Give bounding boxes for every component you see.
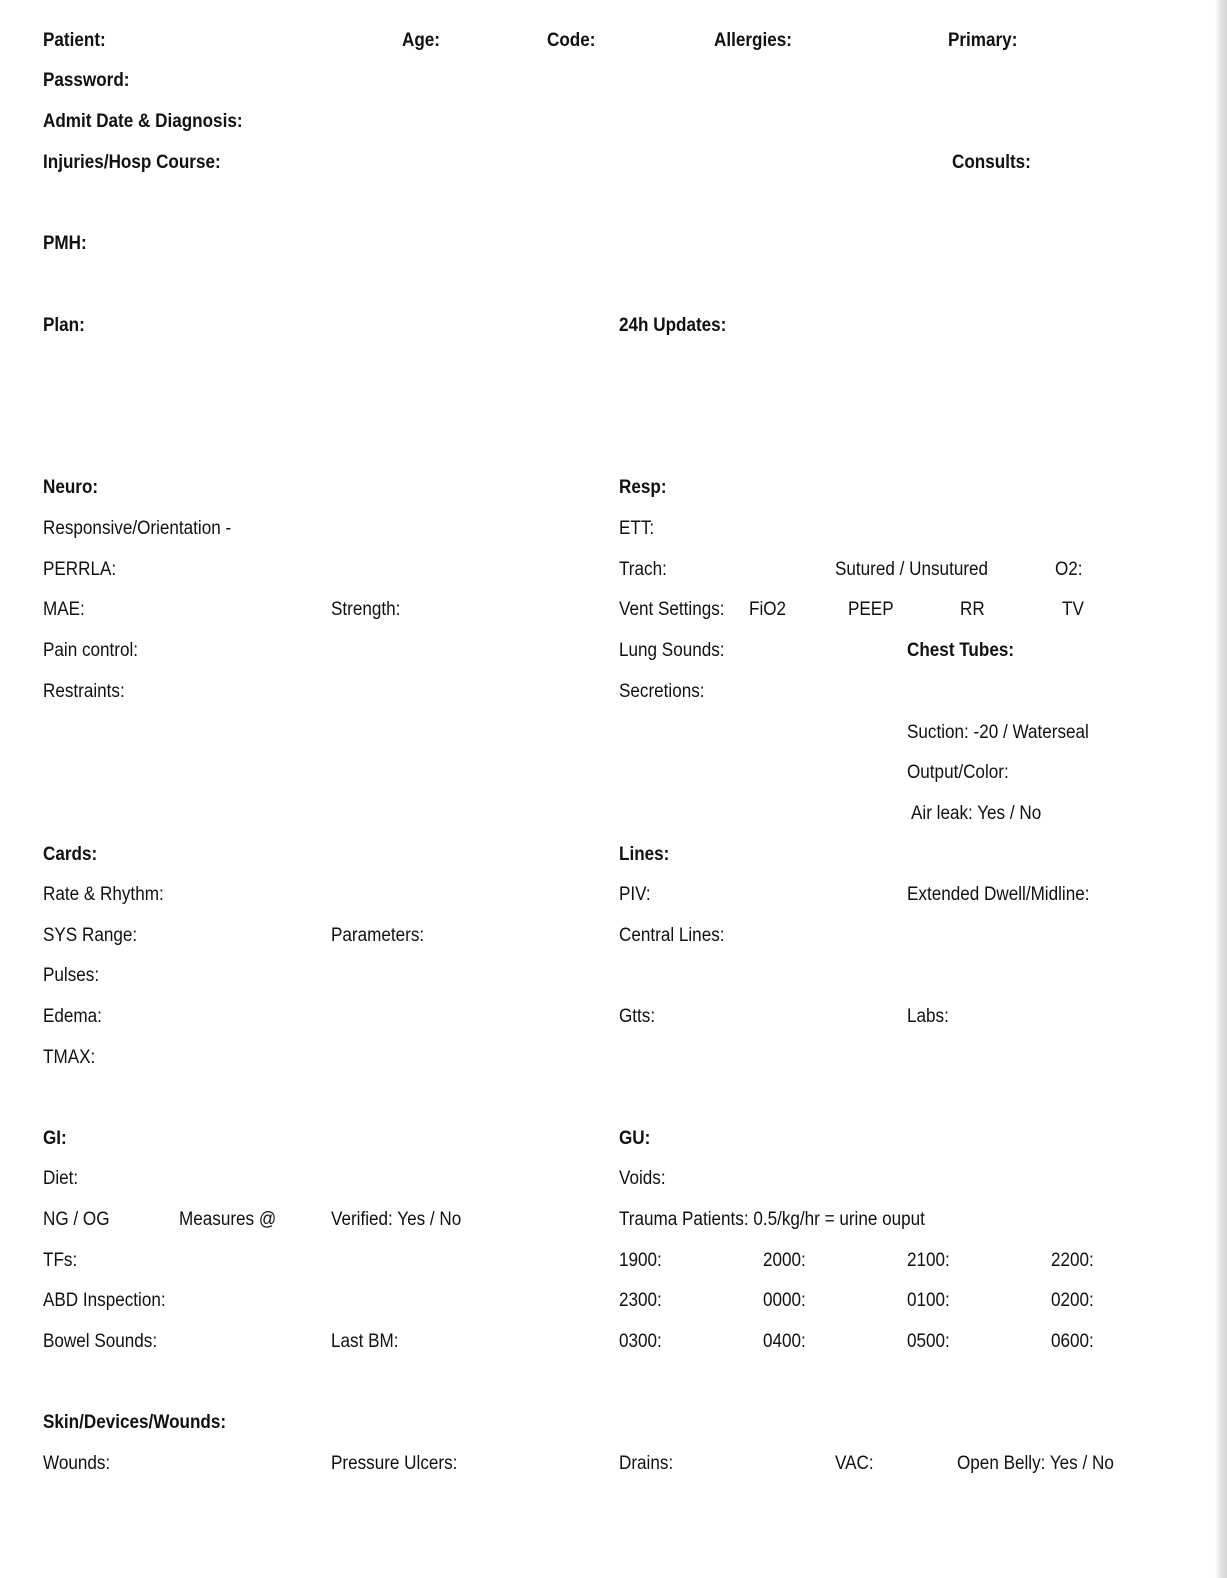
injuries-hosp-course-label: Injuries/Hosp Course: xyxy=(43,152,221,173)
cards-heading: Cards: xyxy=(43,844,98,865)
primary-label: Primary: xyxy=(948,30,1018,51)
verified-label: Verified: Yes / No xyxy=(331,1209,462,1230)
parameters-label: Parameters: xyxy=(331,925,425,946)
tmax-label: TMAX: xyxy=(43,1047,96,1068)
restraints-label: Restraints: xyxy=(43,681,125,702)
gu-heading: GU: xyxy=(619,1128,651,1149)
diet-label: Diet: xyxy=(43,1168,79,1189)
trauma-urine-output-label: Trauma Patients: 0.5/kg/hr = urine ouput xyxy=(619,1209,925,1230)
extended-dwell-label: Extended Dwell/Midline: xyxy=(907,884,1090,905)
o2-label: O2: xyxy=(1055,559,1083,580)
time-slot: 2100: xyxy=(907,1250,950,1271)
last-bm-label: Last BM: xyxy=(331,1331,399,1352)
time-slot: 0500: xyxy=(907,1331,950,1352)
time-slot: 0300: xyxy=(619,1331,662,1352)
plan-label: Plan: xyxy=(43,315,85,336)
peep-label: PEEP xyxy=(848,599,894,620)
bowel-sounds-label: Bowel Sounds: xyxy=(43,1331,158,1352)
password-label: Password: xyxy=(43,70,130,91)
lung-sounds-label: Lung Sounds: xyxy=(619,640,725,661)
patient-label: Patient: xyxy=(43,30,106,51)
trach-label: Trach: xyxy=(619,559,667,580)
time-slot: 0100: xyxy=(907,1290,950,1311)
responsive-orientation-label: Responsive/Orientation - xyxy=(43,518,232,539)
fio2-label: FiO2 xyxy=(749,599,787,620)
gi-heading: GI: xyxy=(43,1128,67,1149)
gtts-label: Gtts: xyxy=(619,1006,656,1027)
open-belly-label: Open Belly: Yes / No xyxy=(957,1453,1114,1474)
resp-heading: Resp: xyxy=(619,477,667,498)
age-label: Age: xyxy=(402,30,441,51)
tv-label: TV xyxy=(1062,599,1084,620)
voids-label: Voids: xyxy=(619,1168,666,1189)
skin-devices-wounds-heading: Skin/Devices/Wounds: xyxy=(43,1412,227,1433)
sys-range-label: SYS Range: xyxy=(43,925,138,946)
page-edge-shadow xyxy=(1215,0,1227,1578)
ett-label: ETT: xyxy=(619,518,655,539)
pain-control-label: Pain control: xyxy=(43,640,139,661)
sutured-option: Sutured / Unsutured xyxy=(835,559,989,580)
time-slot: 2300: xyxy=(619,1290,662,1311)
time-slot: 0400: xyxy=(763,1331,806,1352)
drains-label: Drains: xyxy=(619,1453,674,1474)
tfs-label: TFs: xyxy=(43,1250,78,1271)
piv-label: PIV: xyxy=(619,884,651,905)
pmh-label: PMH: xyxy=(43,233,87,254)
code-label: Code: xyxy=(547,30,596,51)
time-slot: 2000: xyxy=(763,1250,806,1271)
lines-heading: Lines: xyxy=(619,844,670,865)
rate-rhythm-label: Rate & Rhythm: xyxy=(43,884,164,905)
air-leak-label: Air leak: Yes / No xyxy=(911,803,1042,824)
output-color-label: Output/Color: xyxy=(907,762,1009,783)
24h-updates-label: 24h Updates: xyxy=(619,315,727,336)
ng-og-label: NG / OG xyxy=(43,1209,110,1230)
labs-label: Labs: xyxy=(907,1006,949,1027)
central-lines-label: Central Lines: xyxy=(619,925,725,946)
rr-label: RR xyxy=(960,599,985,620)
time-slot: 0200: xyxy=(1051,1290,1094,1311)
secretions-label: Secretions: xyxy=(619,681,705,702)
pressure-ulcers-label: Pressure Ulcers: xyxy=(331,1453,458,1474)
time-slot: 2200: xyxy=(1051,1250,1094,1271)
vent-settings-label: Vent Settings: xyxy=(619,599,725,620)
suction-label: Suction: -20 / Waterseal xyxy=(907,722,1089,743)
admit-diagnosis-label: Admit Date & Diagnosis: xyxy=(43,111,243,132)
mae-label: MAE: xyxy=(43,599,85,620)
abd-inspection-label: ABD Inspection: xyxy=(43,1290,166,1311)
allergies-label: Allergies: xyxy=(714,30,792,51)
edema-label: Edema: xyxy=(43,1006,102,1027)
vac-label: VAC: xyxy=(835,1453,874,1474)
time-slot: 1900: xyxy=(619,1250,662,1271)
neuro-heading: Neuro: xyxy=(43,477,99,498)
perrla-label: PERRLA: xyxy=(43,559,117,580)
chest-tubes-heading: Chest Tubes: xyxy=(907,640,1015,661)
time-slot: 0000: xyxy=(763,1290,806,1311)
wounds-label: Wounds: xyxy=(43,1453,111,1474)
time-slot: 0600: xyxy=(1051,1331,1094,1352)
measures-label: Measures @ xyxy=(179,1209,277,1230)
strength-label: Strength: xyxy=(331,599,401,620)
pulses-label: Pulses: xyxy=(43,965,100,986)
consults-label: Consults: xyxy=(952,152,1031,173)
